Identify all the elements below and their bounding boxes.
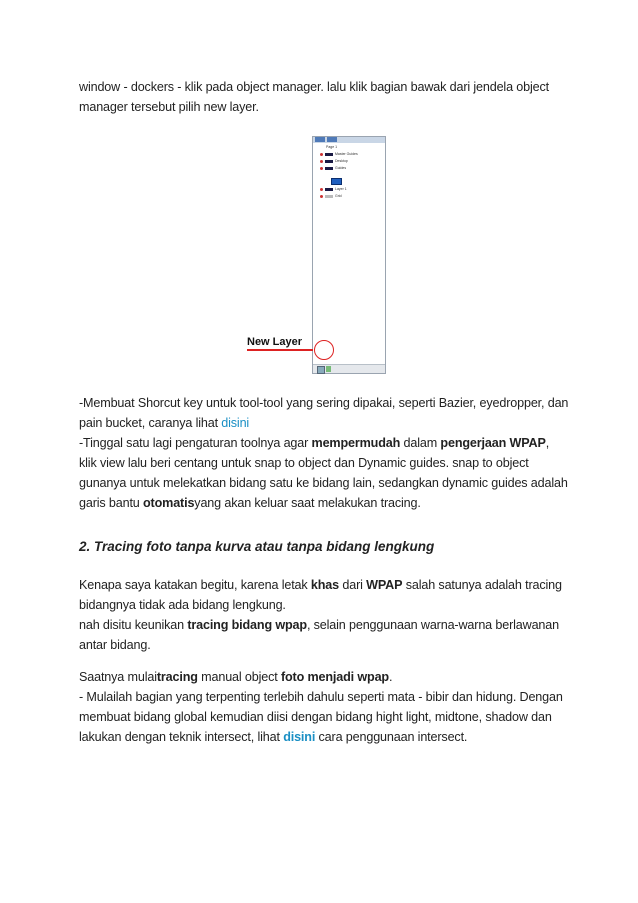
eye-icon bbox=[320, 167, 323, 170]
bold-text: tracing bbox=[156, 670, 198, 684]
layer-row bbox=[314, 193, 384, 199]
text-span: -Membuat Shorcut key untuk tool-tool yang sering dipakai, seperti Bazier, eyedropper, dan pain bucket, caranya lihat bbox=[79, 396, 569, 430]
layer-row bbox=[314, 144, 384, 150]
bold-text: khas bbox=[310, 578, 340, 592]
text-span: , selain penggunaan warna-warna berlawanan antar bidang. bbox=[79, 618, 559, 652]
callout-line bbox=[247, 349, 313, 351]
panel-toolbar bbox=[313, 137, 385, 143]
text-span: salah satunya adalah tracing bidangnya tidak ada bidang lengkung. bbox=[79, 578, 562, 612]
layer-row-label: Page 1 bbox=[326, 145, 338, 149]
layer-row-label: Desktop bbox=[335, 159, 348, 163]
paragraph-tracing bbox=[79, 667, 569, 747]
object-manager-screenshot bbox=[227, 130, 407, 386]
paragraph-object-manager bbox=[79, 77, 569, 117]
text-span: manual object bbox=[197, 670, 281, 684]
layer-swatch bbox=[325, 153, 333, 156]
text-span: dalam bbox=[400, 436, 441, 450]
bold-text: otomatis bbox=[143, 496, 195, 510]
paragraph-text: window - dockers - klik pada object manager. lalu klik bagian bawak dari jendela object manager tersebut pilih new layer. bbox=[79, 80, 549, 114]
text-span: nah disitu keunikan bbox=[79, 618, 188, 632]
toolbar-icon bbox=[315, 137, 325, 142]
paragraph-wpap-khas bbox=[79, 575, 569, 655]
eye-icon bbox=[320, 160, 323, 163]
layer-row bbox=[314, 158, 384, 164]
paragraph-shortcut bbox=[79, 393, 569, 513]
panel-bottom-bar bbox=[313, 364, 385, 373]
text-span: Saatnya mulai bbox=[79, 670, 157, 684]
layer-row-label: Layer 1 bbox=[335, 187, 347, 191]
bold-text: WPAP bbox=[366, 578, 403, 592]
callout-circle bbox=[314, 340, 334, 360]
layer-row bbox=[314, 165, 384, 171]
layer-row-label: Grid bbox=[335, 194, 342, 198]
disini-link[interactable]: disini bbox=[283, 730, 316, 744]
layer-row-label: Master Guides bbox=[335, 152, 358, 156]
object-manager-panel bbox=[312, 136, 386, 374]
new-layer-label: New Layer bbox=[247, 336, 303, 348]
layer-row-label: Guides bbox=[335, 166, 347, 170]
layer-row bbox=[314, 151, 384, 157]
layer-swatch bbox=[325, 195, 333, 198]
toolbar-icon bbox=[327, 137, 337, 142]
selected-layer-highlight bbox=[331, 178, 342, 185]
layer-row bbox=[314, 186, 384, 192]
text-span: . bbox=[388, 670, 393, 684]
text-span: dari bbox=[339, 578, 367, 592]
layer-swatch bbox=[325, 160, 333, 163]
layer-swatch bbox=[325, 188, 333, 191]
text-span: yang akan keluar saat melakukan tracing. bbox=[194, 496, 421, 510]
disini-link[interactable]: disini bbox=[221, 416, 250, 430]
layer-icon bbox=[326, 366, 331, 372]
layer-swatch bbox=[325, 167, 333, 170]
eye-icon bbox=[320, 153, 323, 156]
bold-text: mempermudah bbox=[311, 436, 401, 450]
new-layer-icon bbox=[317, 366, 325, 374]
bold-text: tracing bidang wpap bbox=[187, 618, 307, 632]
text-span: , klik view lalu beri centang untuk snap to object dan Dynamic guides. snap to object gunanya untuk melekatkan bidang satu ke bidang lain, sedangkan dynamic guides adalah garis bantu bbox=[79, 436, 568, 510]
eye-icon bbox=[320, 188, 323, 191]
section-heading: 2. Tracing foto tanpa kurva atau tanpa bidang lengkung bbox=[79, 539, 435, 554]
bold-text: foto menjadi wpap bbox=[280, 670, 389, 684]
text-span: cara penggunaan intersect. bbox=[315, 730, 468, 744]
text-span: -Tinggal satu lagi pengaturan toolnya agar bbox=[79, 436, 312, 450]
eye-icon bbox=[320, 195, 323, 198]
text-span: Kenapa saya katakan begitu, karena letak bbox=[79, 578, 311, 592]
bold-text: pengerjaan WPAP bbox=[440, 436, 546, 450]
text-span: - Mulailah bagian yang terpenting terlebih dahulu seperti mata - bibir dan hidung. Dengan membuat bidang global kemudian diisi dengan bidang hight light, midtone, shadow dan lakukan dengan teknik intersect, lihat bbox=[79, 690, 563, 744]
